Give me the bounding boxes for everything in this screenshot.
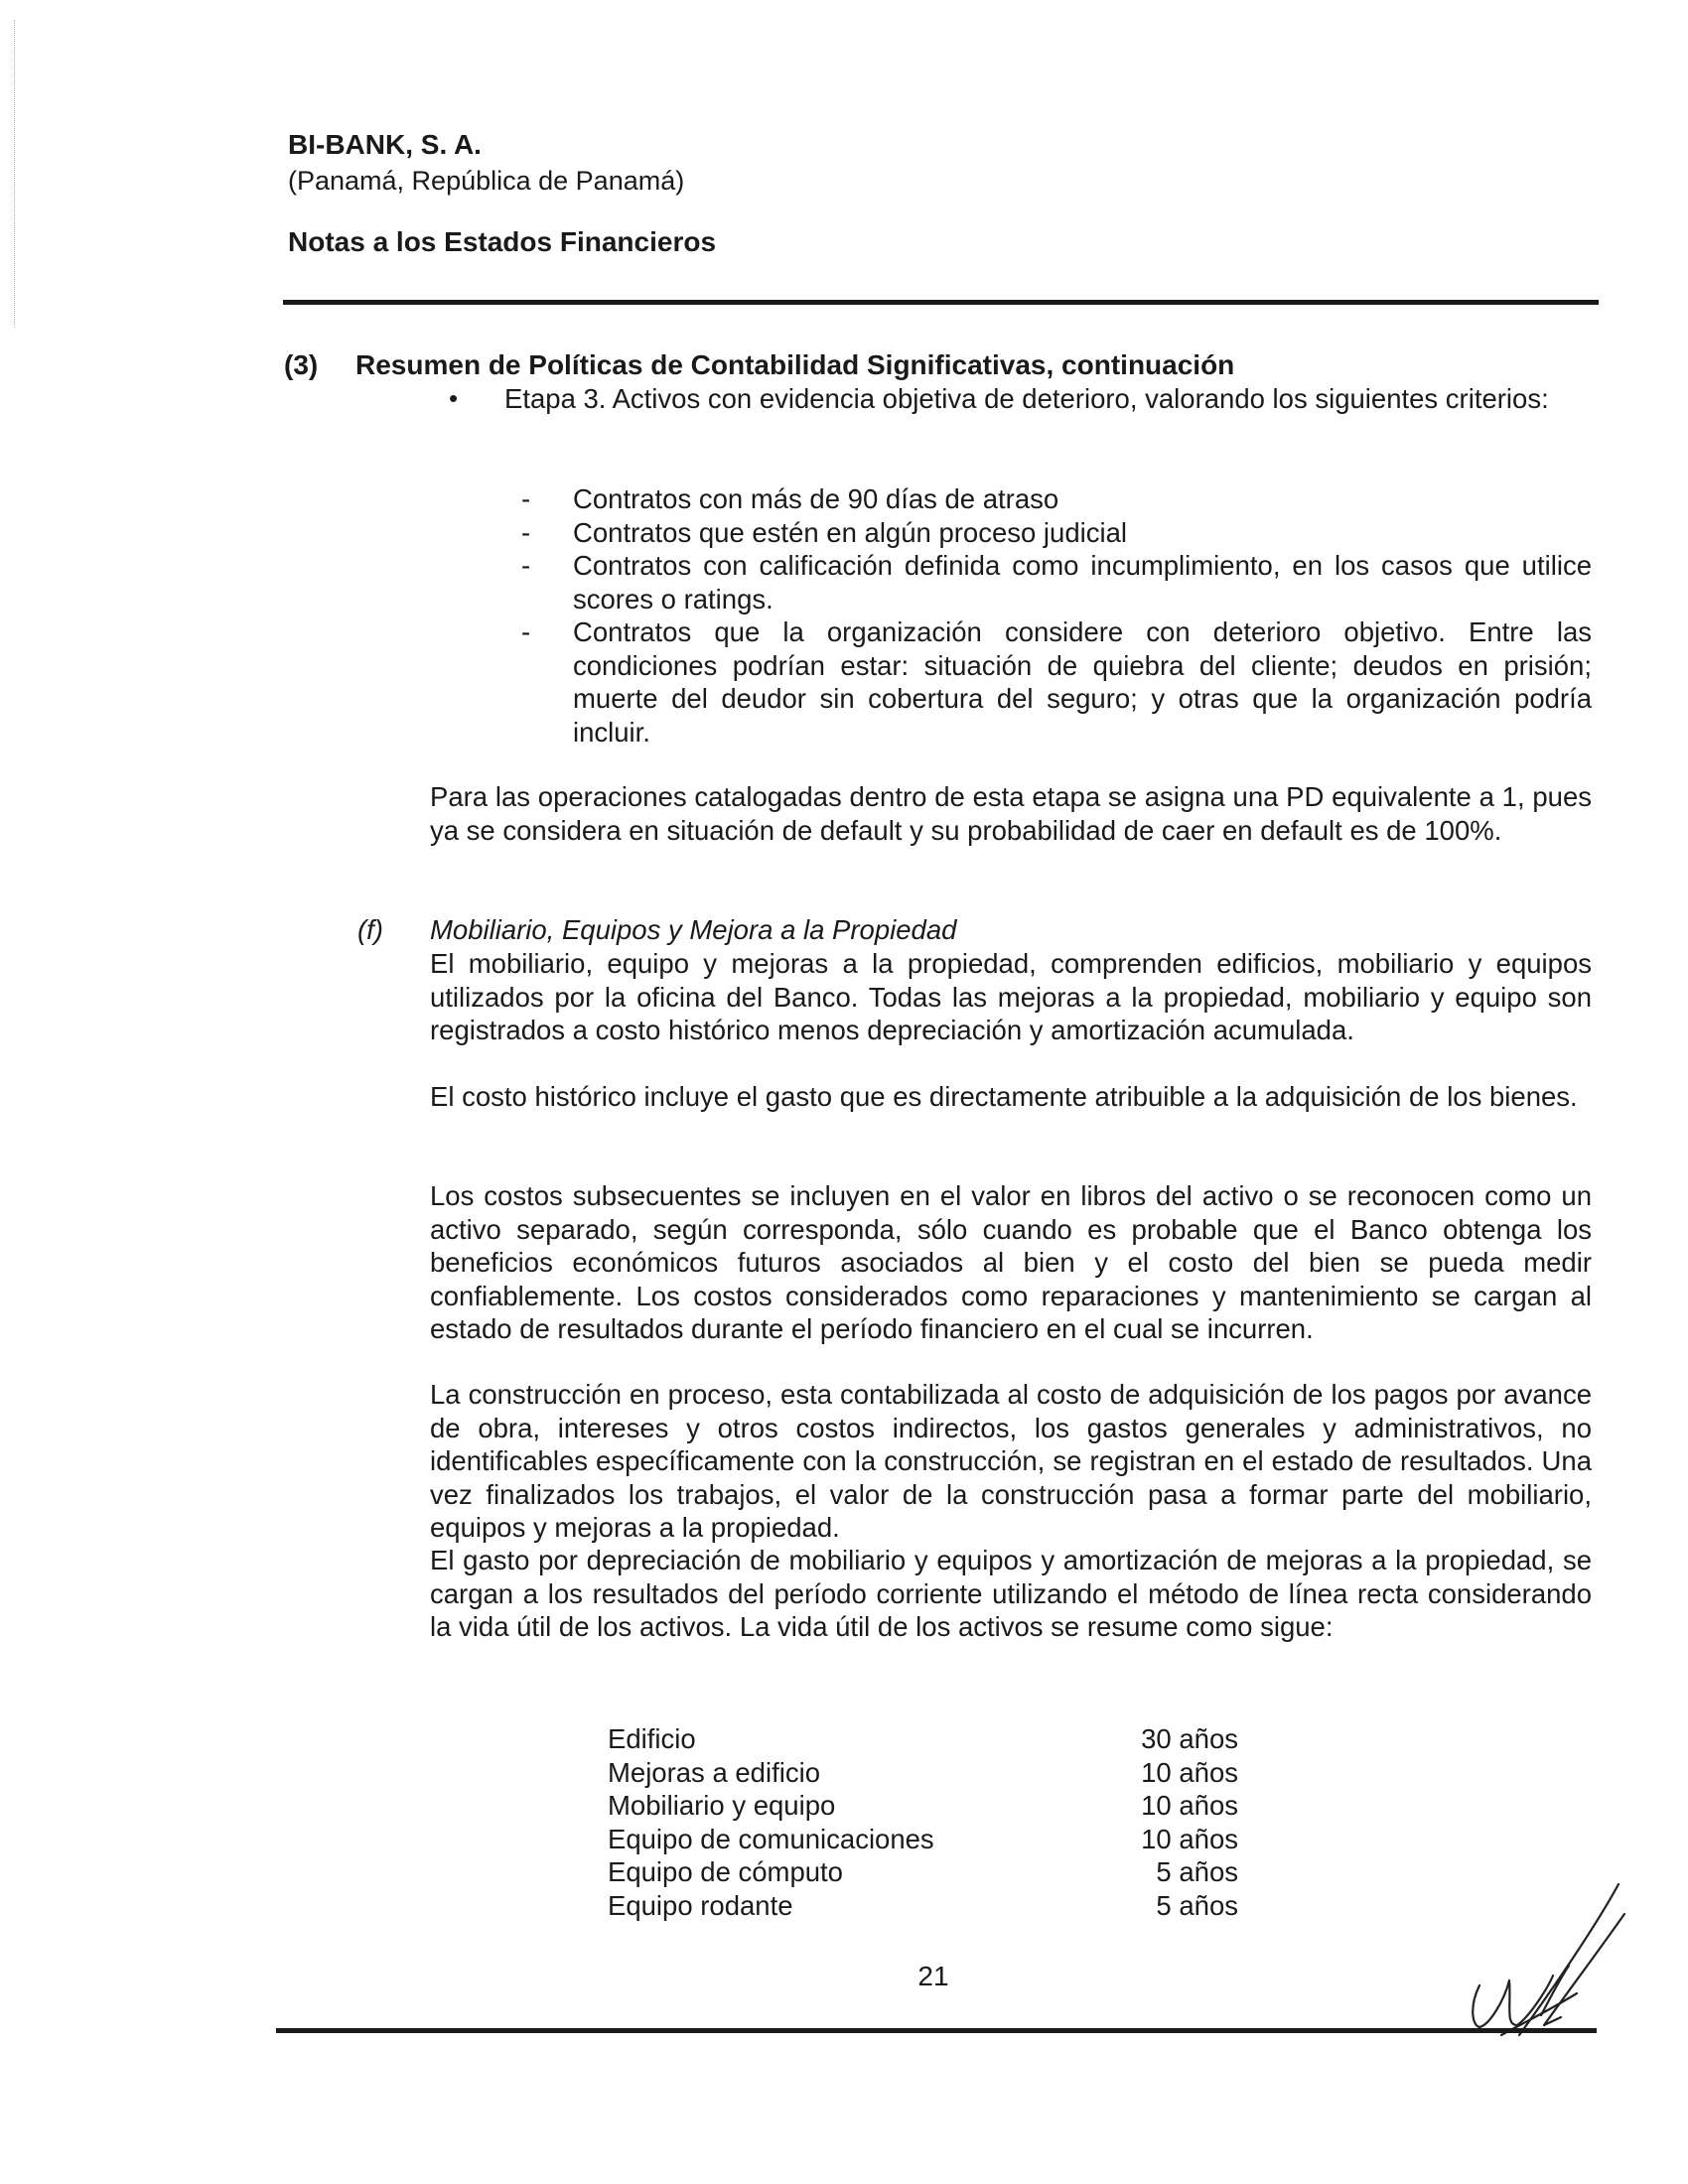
asset-name: Equipo de cómputo [608, 1856, 843, 1887]
page-number: 21 [917, 1961, 949, 1991]
asset-name: Mobiliario y equipo [608, 1790, 836, 1821]
paragraph-furniture-definition: El mobiliario, equipo y mejoras a la propiedad, comprenden edificios, mobiliario y equipos utilizados por la oficina del Banco. Todas las mejoras a la propiedad, mobiliario y equipo son registrados a costo histórico menos depreciación y amortización acumulada. [430, 948, 1592, 1045]
document-header [288, 127, 1579, 260]
company-name: BI-BANK, S. A. [288, 129, 482, 160]
dash-icon: - [521, 550, 531, 581]
scan-edge-marks [14, 20, 15, 328]
asset-name: Mejoras a edificio [608, 1756, 820, 1788]
section-number: (3) [284, 349, 319, 380]
useful-life-table [608, 1722, 1238, 1922]
dash-icon: - [521, 616, 531, 647]
list-item [521, 549, 1592, 615]
useful-life-years: 10 años [1141, 1790, 1238, 1821]
footer-rule [276, 2028, 1597, 2033]
table-row [608, 1756, 1238, 1790]
header-rule [283, 300, 1599, 305]
list-item [521, 615, 1592, 749]
asset-name: Edificio [608, 1723, 696, 1754]
paragraph-depreciation: El gasto por depreciación de mobiliario y equipos y amortización de mejoras a la propiedad, se cargan a los resultados del período corriente utilizando el método de línea recta considerando la vida útil de los activos. La vida útil de los activos se resume como sigue: [430, 1545, 1592, 1642]
dash-icon: - [521, 483, 531, 514]
stage-3-intro: Etapa 3. Activos con evidencia objetiva de deterioro, valorando los siguientes criterios: [504, 383, 1549, 414]
stage-3-criteria-list [521, 482, 1592, 749]
subsection-title: Mobiliario, Equipos y Mejora a la Propiedad [430, 914, 957, 945]
handwritten-initials-icon [1450, 1876, 1628, 2045]
paragraph-historical-cost: El costo histórico incluye el gasto que es directamente atribuible a la adquisición de los bienes. [430, 1081, 1578, 1112]
subsection-letter: (f) [357, 914, 383, 945]
bullet-icon: • [449, 383, 459, 413]
useful-life-years: 5 años [1156, 1889, 1238, 1921]
asset-name: Equipo de comunicaciones [608, 1823, 934, 1854]
list-item [521, 516, 1592, 550]
useful-life-years: 10 años [1141, 1756, 1238, 1788]
section-title: Resumen de Políticas de Contabilidad Significativas, continuación [355, 349, 1235, 380]
stage-3-bullet [449, 382, 1591, 416]
useful-life-years: 30 años [1141, 1723, 1238, 1754]
paragraph-subsequent-costs: Los costos subsecuentes se incluyen en el valor en libros del activo o se reconocen como un activo separado, según corresponda, sólo cuando es probable que el Banco obtenga los beneficios económicos futuros asociados al bien y el costo del bien se pueda medir confiablemente. Los costos considerados como reparaciones y mantenimiento se cargan al estado de resultados durante el período financiero en el cual se incurren. [430, 1180, 1592, 1344]
table-row [608, 1855, 1238, 1889]
dash-icon: - [521, 516, 531, 548]
useful-life-years: 5 años [1156, 1856, 1238, 1887]
criterion-text: Contratos que estén en algún proceso judicial [573, 516, 1128, 548]
table-row [608, 1823, 1238, 1856]
list-item [521, 482, 1592, 516]
paragraph-construction-in-progress: La construcción en proceso, esta contabilizada al costo de adquisición de los pagos por avance de obra, intereses y otros costos indirectos, los gastos generales y administrativos, no identificables específicamente con la construcción, se registran en el estado de resultados. Una vez finalizados los trabajos, el valor de la construcción pasa a formar parte del mobiliario, equipos y mejoras a la propiedad. [430, 1379, 1592, 1543]
criterion-text: Contratos con calificación definida como incumplimiento, en los casos que utilice scores o ratings. [573, 550, 1592, 614]
table-row [608, 1789, 1238, 1823]
criterion-text: Contratos con más de 90 días de atraso [573, 483, 1059, 514]
section-heading [284, 347, 1595, 383]
company-location: (Panamá, República de Panamá) [288, 166, 685, 196]
document-title: Notas a los Estados Financieros [288, 226, 717, 257]
useful-life-years: 10 años [1141, 1823, 1238, 1854]
stage-3-pd-paragraph: Para las operaciones catalogadas dentro de esta etapa se asigna una PD equivalente a 1, pues ya se considera en situación de default y su probabilidad de caer en default es de 100%. [430, 781, 1592, 846]
asset-name: Equipo rodante [608, 1889, 793, 1921]
table-row [608, 1722, 1238, 1756]
table-row [608, 1889, 1238, 1923]
criterion-text: Contratos que la organización considere con deterioro objetivo. Entre las condiciones podrían estar: situación de quiebra del cliente; deudos en prisión; muerte del deudor sin cobertura del seguro; y otras que la organización podría incluir. [573, 616, 1592, 748]
